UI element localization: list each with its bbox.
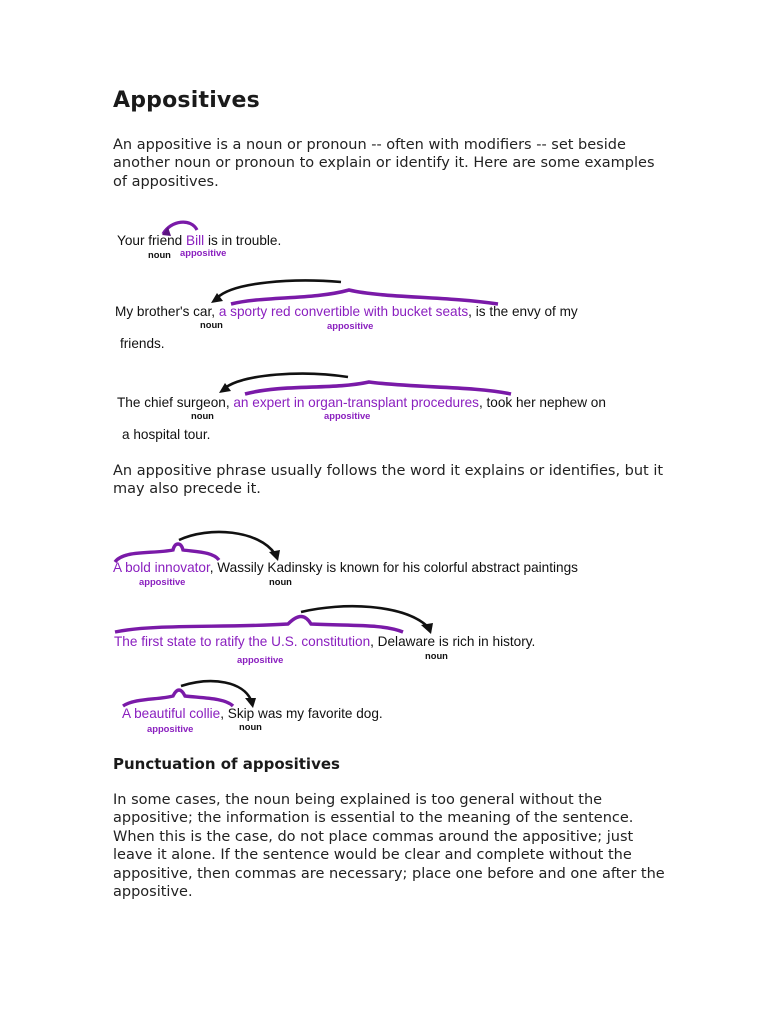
appositive-label: appositive	[327, 320, 374, 331]
middle-paragraph: An appositive phrase usually follows the word it explains or identifies, but it may also precede it.	[113, 463, 664, 498]
sentence-continuation: friends.	[120, 336, 165, 351]
appositive-label: appositive	[139, 576, 186, 587]
intro-paragraph: An appositive is a noun or pronoun -- often with modifiers -- set beside another noun or pronoun to explain or identify it. Here are some examples of appositives.	[113, 137, 655, 190]
sentence-before: Your friend	[117, 233, 187, 248]
sentence-before: The chief surgeon,	[117, 395, 234, 410]
example-bold-innovator	[113, 526, 673, 586]
sentence-after: , Wassily Kadinsky is known for his colorful abstract paintings	[209, 560, 578, 575]
brace-arrow-graphic	[113, 526, 673, 586]
punctuation-paragraph: In some cases, the noun being explained is too general without the appositive; the information is essential to the meaning of the sentence. When this is the case, do not place commas around the appositive; just leave it alone. If the sentence would be clear and complete without the appositive, then commas are necessary; place one before and one after the appositive.	[113, 792, 665, 901]
noun-label: noun	[191, 410, 214, 421]
appositive-text: a sporty red convertible with bucket seats	[218, 304, 469, 319]
noun-label: noun	[148, 249, 171, 260]
example-your-friend-bill	[113, 216, 673, 261]
appositive-text: an expert in organ-transplant procedures	[233, 395, 479, 410]
page-title: Appositives	[113, 88, 260, 113]
noun-label: noun	[269, 576, 292, 587]
sentence-after: , is the envy of my	[468, 304, 578, 319]
appositive-text: A bold innovator	[113, 560, 210, 575]
sentence-after: , Skip was my favorite dog.	[220, 706, 383, 721]
appositive-text: Bill	[186, 233, 205, 248]
sentence-after: , Delaware is rich in history.	[370, 634, 536, 649]
appositive-label: appositive	[147, 723, 194, 734]
appositive-label: appositive	[237, 654, 284, 665]
noun-label: noun	[239, 721, 262, 732]
appositive-text: The first state to ratify the U.S. constitution	[114, 634, 371, 649]
sentence-after: , took her nephew on	[478, 395, 606, 410]
example-beautiful-collie	[113, 678, 673, 738]
appositive-label: appositive	[324, 410, 371, 421]
punctuation-heading: Punctuation of appositives	[113, 755, 340, 773]
appositive-text: A beautiful collie	[122, 706, 221, 721]
noun-label: noun	[425, 650, 448, 661]
sentence-before: My brother's car,	[115, 304, 219, 319]
example-chief-surgeon	[113, 368, 673, 448]
sentence-after: is in trouble.	[204, 233, 282, 248]
example-brothers-car	[113, 274, 673, 354]
sentence-continuation: a hospital tour.	[122, 427, 211, 442]
appositive-label: appositive	[180, 247, 227, 258]
document-page	[113, 88, 673, 901]
noun-label: noun	[200, 319, 223, 330]
